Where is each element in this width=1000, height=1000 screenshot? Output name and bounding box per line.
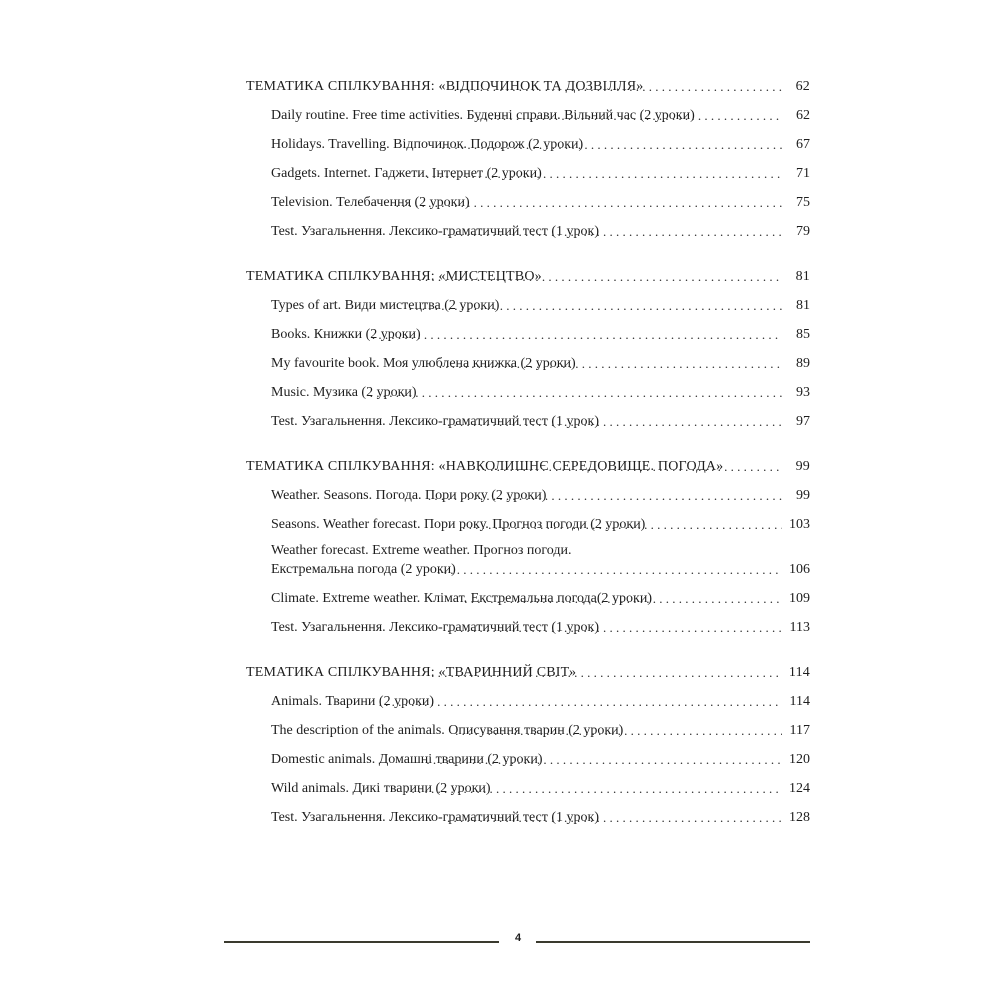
section-title: ТЕМАТИКА СПІЛКУВАННЯ: «МИСТЕЦТВО» (246, 269, 542, 284)
toc-entry[interactable] (246, 533, 810, 578)
page-number: 62 (795, 79, 810, 94)
toc-section (246, 652, 810, 826)
toc-entry[interactable] (246, 504, 810, 533)
toc-section-heading[interactable] (246, 256, 810, 285)
page-number: 62 (796, 108, 810, 123)
page-number: 67 (796, 137, 810, 152)
entry-title: Domestic animals. Домашні тварини (2 уроки) (271, 752, 543, 767)
entry-title: Seasons. Weather forecast. Пори року. Прогноз погоди (2 уроки) (271, 517, 646, 532)
section-title: ТЕМАТИКА СПІЛКУВАННЯ: «ТВАРИННИЙ СВІТ» (246, 665, 577, 680)
dot-leader (454, 79, 782, 95)
toc-entry[interactable] (246, 401, 810, 430)
section-title: ТЕМАТИКА СПІЛКУВАННЯ: «НАВКОЛИШНЄ СЕРЕДОВИЩЕ. ПОГОДА» (246, 459, 724, 474)
toc-entry[interactable] (246, 285, 810, 314)
section-title: ТЕМАТИКА СПІЛКУВАННЯ: «ВІДПОЧИНОК ТА ДОЗВІЛЛЯ» (246, 79, 644, 94)
entry-title: Test. Узагальнення. Лексико-граматичний тест (1 урок) (271, 224, 599, 239)
dot-leader (447, 414, 782, 430)
toc-entry[interactable] (246, 475, 810, 504)
dot-leader (372, 327, 782, 343)
toc-entry[interactable] (246, 681, 810, 710)
entry-title-line-1: Weather forecast. Extreme weather. Прогноз погоди. (271, 543, 572, 558)
toc-entry[interactable] (246, 343, 810, 372)
entry-title: Books. Книжки (2 уроки) (271, 327, 421, 342)
dot-leader (370, 385, 782, 401)
page-number: 117 (789, 723, 810, 738)
dot-leader (455, 723, 782, 739)
toc-entry[interactable] (246, 153, 810, 182)
dot-leader (405, 781, 782, 797)
page-number: 113 (789, 620, 810, 635)
dot-leader (426, 166, 782, 182)
entry-title: The description of the animals. Описування тварин (2 уроки) (271, 723, 624, 738)
page-number: 109 (789, 591, 810, 606)
entry-title: Climate. Extreme weather. Клімат. Екстремальна погода(2 уроки) (271, 591, 653, 606)
page-number: 114 (788, 665, 810, 680)
toc-section-heading[interactable] (246, 66, 810, 95)
entry-title-line-2: Екстремальна погода (2 уроки) (271, 562, 456, 577)
page-number: 114 (789, 694, 810, 709)
toc-entry[interactable] (246, 768, 810, 797)
footer-page-number: 4 (514, 932, 522, 944)
toc-entry[interactable] (246, 372, 810, 401)
footer-rule-left (224, 941, 499, 943)
page-number: 81 (795, 269, 810, 284)
dot-leader (447, 810, 782, 826)
toc-entry[interactable] (246, 710, 810, 739)
entry-title: Test. Узагальнення. Лексико-граматичний тест (1 урок) (271, 810, 599, 825)
page-number: 106 (789, 562, 810, 577)
dot-leader (439, 356, 782, 372)
entry-title: Types of art. Види мистецтва (2 уроки) (271, 298, 500, 313)
toc-entry[interactable] (246, 607, 810, 636)
dot-leader (477, 459, 782, 475)
dot-leader (426, 752, 782, 768)
toc-section (246, 66, 810, 240)
dot-leader (477, 108, 782, 124)
entry-title: Wild animals. Дикі тварини (2 уроки) (271, 781, 491, 796)
dot-leader (409, 298, 782, 314)
dot-leader (418, 269, 782, 285)
toc-entry[interactable] (246, 124, 810, 153)
table-of-contents (246, 66, 810, 842)
dot-leader (447, 224, 782, 240)
toc-entry[interactable] (246, 314, 810, 343)
dot-leader (437, 562, 782, 578)
entry-title: My favourite book. Моя улюблена книжка (2 уроки) (271, 356, 576, 371)
toc-entry[interactable] (246, 182, 810, 211)
page-number: 97 (796, 414, 810, 429)
toc-section-heading[interactable] (246, 652, 810, 681)
toc-section (246, 256, 810, 430)
page-number: 128 (789, 810, 810, 825)
page-number: 81 (796, 298, 810, 313)
page-number: 85 (796, 327, 810, 342)
page-number: 99 (795, 459, 810, 474)
dot-leader (464, 591, 782, 607)
entry-title-two-line (271, 543, 572, 578)
page-number: 120 (789, 752, 810, 767)
dot-leader (462, 517, 782, 533)
toc-section (246, 446, 810, 636)
dot-leader (396, 195, 782, 211)
dot-leader (431, 665, 782, 681)
entry-title: Holidays. Travelling. Відпочинок. Подорож (2 уроки) (271, 137, 584, 152)
dot-leader (447, 620, 782, 636)
entry-title: Daily routine. Free time activities. Буденні справи. Вільний час (2 уроки) (271, 108, 695, 123)
page-number: 89 (796, 356, 810, 371)
toc-entry[interactable] (246, 95, 810, 124)
toc-entry[interactable] (246, 797, 810, 826)
page-footer (224, 930, 810, 950)
footer-rule-right (536, 941, 810, 943)
page-number: 79 (796, 224, 810, 239)
entry-title: Television. Телебачення (2 уроки) (271, 195, 470, 210)
dot-leader (441, 137, 782, 153)
page-number: 124 (789, 781, 810, 796)
toc-section-heading[interactable] (246, 446, 810, 475)
page-number: 99 (796, 488, 810, 503)
entry-title: Music. Музика (2 уроки) (271, 385, 417, 400)
toc-entry[interactable] (246, 739, 810, 768)
entry-title: Test. Узагальнення. Лексико-граматичний тест (1 урок) (271, 414, 599, 429)
page-number: 71 (796, 166, 810, 181)
entry-title: Animals. Тварини (2 уроки) (271, 694, 435, 709)
dot-leader (428, 488, 782, 504)
dot-leader (379, 694, 782, 710)
entry-title: Test. Узагальнення. Лексико-граматичний тест (1 урок) (271, 620, 599, 635)
entry-title: Weather. Seasons. Погода. Пори року (2 уроки) (271, 488, 547, 503)
toc-entry[interactable] (246, 578, 810, 607)
page-number: 75 (796, 195, 810, 210)
toc-entry[interactable] (246, 211, 810, 240)
page-number: 93 (796, 385, 810, 400)
page-number: 103 (789, 517, 810, 532)
entry-title: Gadgets. Internet. Гаджети. Інтернет (2 уроки) (271, 166, 542, 181)
